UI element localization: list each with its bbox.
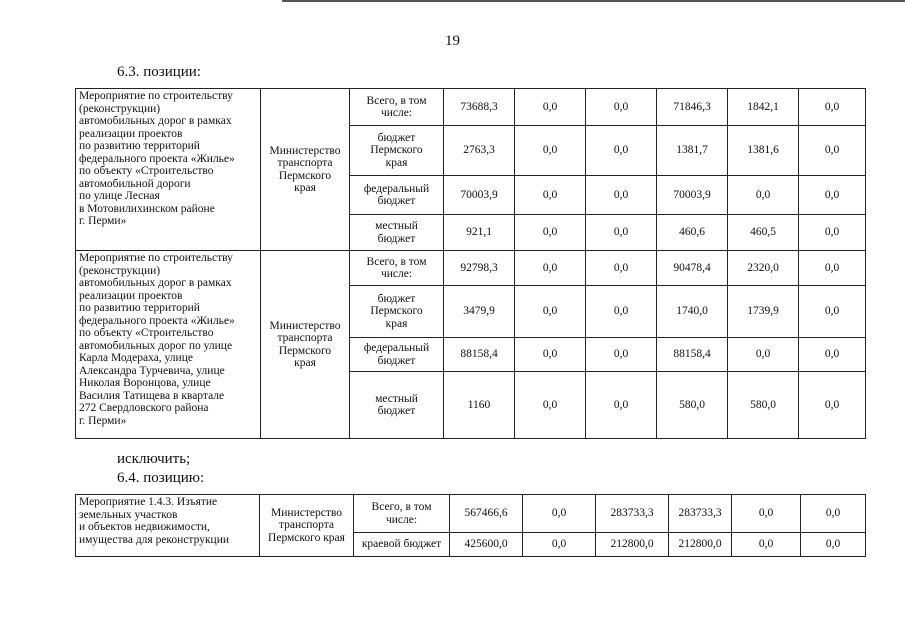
responsible-org-line: Министерство: [269, 144, 341, 157]
funding-source-line: числе:: [380, 107, 413, 119]
measure-name-line: автомобильных дорог по улице: [79, 339, 233, 352]
funding-source-line: бюджет: [377, 405, 416, 417]
responsible-org-line: транспорта: [278, 519, 335, 532]
funding-source-line: федеральный: [363, 342, 430, 354]
value-cell: 0,0: [515, 215, 586, 251]
value-cell: 1160: [444, 372, 515, 439]
funding-source-line: числе:: [380, 268, 413, 280]
measure-name-line: по объекту «Строительство: [79, 327, 214, 339]
value-cell: 0,0: [515, 126, 586, 176]
measure-name-line: по развитию территорий: [79, 140, 200, 152]
value-cell: 0,0: [515, 372, 586, 439]
positions-table-6-3: [75, 88, 866, 439]
value-cell: 0,0: [799, 372, 866, 439]
measure-name-line: Карла Модераха, улице: [79, 352, 193, 364]
responsible-org-line: края: [294, 357, 316, 369]
measure-name-line: по улице Лесная: [79, 190, 160, 202]
measure-name-line: реализации проектов: [79, 127, 183, 140]
measure-name-line: в Мотовилихинском районе: [79, 202, 215, 215]
funding-source-line: бюджет: [377, 292, 416, 305]
funding-source-cell: [350, 372, 444, 439]
table-row: [76, 251, 866, 286]
funding-source-cell: [350, 215, 444, 251]
value-cell: 0,0: [586, 176, 657, 215]
responsible-org-line: Министерство: [269, 319, 341, 332]
value-cell: 0,0: [586, 372, 657, 439]
value-cell: 0,0: [515, 251, 586, 286]
responsible-org-line: Пермского: [278, 169, 332, 182]
value-cell: 0,0: [799, 215, 866, 251]
measure-name-line: автомобильных дорог в рамках: [79, 115, 232, 127]
value-cell: 0,0: [586, 338, 657, 372]
value-cell: 0,0: [586, 215, 657, 251]
funding-source-line: бюджет: [377, 131, 416, 144]
measure-name-line: реализации проектов: [79, 289, 183, 302]
value-cell: 0,0: [799, 338, 866, 372]
measure-name-line: федерального проекта «Жилье»: [79, 314, 235, 327]
exclude-label: исключить;: [117, 451, 191, 467]
funding-source-cell: [350, 89, 444, 126]
funding-source-line: Пермского: [370, 144, 423, 157]
funding-source-cell: [350, 286, 444, 338]
table-row: [76, 495, 866, 533]
measure-name-line: Николая Воронцова, улице: [79, 377, 211, 389]
measure-name-cell: [76, 251, 261, 439]
measure-name-line: (реконструкции): [79, 264, 161, 277]
value-cell: 3479,9: [444, 286, 515, 338]
value-cell: 0,0: [728, 176, 799, 215]
funding-source-line: бюджет: [377, 354, 416, 367]
value-cell: 0,0: [523, 495, 596, 533]
measure-name-line: Мероприятие по строительству: [79, 252, 233, 264]
value-cell: 1740,0: [657, 286, 728, 338]
section-6-4-label: 6.4. позицию:: [117, 470, 205, 486]
value-cell: 0,0: [515, 286, 586, 338]
value-cell: 1381,6: [728, 126, 799, 176]
value-cell: 0,0: [799, 89, 866, 126]
value-cell: 2320,0: [728, 251, 799, 286]
responsible-org-cell: [260, 495, 354, 557]
value-cell: 88158,4: [657, 338, 728, 372]
funding-source-cell: [350, 176, 444, 215]
value-cell: 2763,3: [444, 126, 515, 176]
measure-name-line: Мероприятие 1.4.3. Изъятие: [79, 496, 218, 508]
funding-source-line: края: [385, 317, 408, 330]
responsible-org-cell: [261, 251, 350, 439]
value-cell: 0,0: [515, 338, 586, 372]
value-cell: 0,0: [586, 126, 657, 176]
funding-source-line: Всего, в том: [371, 501, 432, 513]
value-cell: 0,0: [801, 495, 866, 533]
funding-source-line: краевой бюджет: [361, 538, 442, 551]
value-cell: 0,0: [523, 533, 596, 557]
value-cell: 0,0: [728, 338, 799, 372]
measure-name-line: по объекту «Строительство: [79, 165, 214, 177]
measure-name-line: Александра Турчевича, улице: [79, 364, 225, 377]
measure-name-line: имущества для реконструкции: [79, 533, 229, 546]
funding-source-line: Всего, в том: [366, 255, 427, 268]
funding-source-cell: [350, 126, 444, 176]
value-cell: 580,0: [657, 372, 728, 439]
responsible-org-cell: [261, 89, 350, 251]
value-cell: 425600,0: [450, 533, 523, 557]
responsible-org-line: Пермского: [278, 344, 332, 357]
value-cell: 283733,3: [669, 495, 732, 533]
section-6-3-label: 6.3. позиции:: [117, 64, 201, 80]
responsible-org-line: транспорта: [277, 332, 333, 344]
responsible-org-line: Пермского края: [268, 531, 345, 544]
value-cell: 921,1: [444, 215, 515, 251]
measure-name-line: г. Перми»: [79, 414, 127, 427]
page-number: 19: [445, 33, 460, 49]
value-cell: 0,0: [801, 533, 866, 557]
measure-name-line: г. Перми»: [79, 215, 127, 227]
value-cell: 0,0: [515, 89, 586, 126]
measure-name-line: Василия Татищева в квартале: [79, 389, 225, 402]
measure-name-line: Мероприятие по строительству: [79, 90, 233, 102]
funding-source-line: бюджет: [377, 232, 416, 245]
measure-name-line: автомобильной дороги: [79, 177, 191, 190]
value-cell: 0,0: [799, 126, 866, 176]
value-cell: 1381,7: [657, 126, 728, 176]
value-cell: 0,0: [732, 495, 801, 533]
funding-source-line: местный: [375, 392, 418, 405]
funding-source-cell: [350, 338, 444, 372]
funding-source-line: местный: [375, 220, 418, 232]
value-cell: 1739,9: [728, 286, 799, 338]
position-table-6-4: [75, 494, 866, 557]
value-cell: 1842,1: [728, 89, 799, 126]
value-cell: 460,6: [657, 215, 728, 251]
measure-name-line: федерального проекта «Жилье»: [79, 152, 235, 165]
table-row: [76, 89, 866, 126]
value-cell: 0,0: [586, 251, 657, 286]
value-cell: 0,0: [799, 251, 866, 286]
funding-source-line: числе:: [385, 513, 418, 526]
measure-name-line: и объектов недвижимости,: [79, 521, 210, 533]
value-cell: 92798,3: [444, 251, 515, 286]
value-cell: 88158,4: [444, 338, 515, 372]
measure-name-cell: [76, 89, 261, 251]
measure-name-cell: [76, 495, 260, 557]
value-cell: 73688,3: [444, 89, 515, 126]
funding-source-line: Пермского: [370, 305, 423, 318]
funding-source-cell: [350, 251, 444, 286]
measure-name-line: 272 Свердловского района: [79, 402, 209, 414]
funding-source-line: федеральный: [363, 182, 430, 195]
value-cell: 567466,6: [450, 495, 523, 533]
funding-source-line: Всего, в том: [366, 94, 427, 107]
value-cell: 0,0: [799, 286, 866, 338]
value-cell: 0,0: [586, 286, 657, 338]
measure-name-line: по развитию территорий: [79, 302, 200, 314]
value-cell: 0,0: [732, 533, 801, 557]
value-cell: 71846,3: [657, 89, 728, 126]
value-cell: 460,5: [728, 215, 799, 251]
top-rule: [282, 0, 905, 2]
measure-name-line: земельных участков: [79, 508, 178, 521]
funding-source-cell: [354, 495, 450, 533]
responsible-org-line: края: [294, 182, 316, 194]
value-cell: 212800,0: [596, 533, 669, 557]
responsible-org-line: Министерство: [271, 506, 342, 519]
measure-name-line: (реконструкции): [79, 102, 161, 115]
measure-name-line: автомобильных дорог в рамках: [79, 277, 232, 289]
value-cell: 70003,9: [444, 176, 515, 215]
value-cell: 0,0: [799, 176, 866, 215]
value-cell: 283733,3: [596, 495, 669, 533]
value-cell: 0,0: [586, 89, 657, 126]
value-cell: 70003,9: [657, 176, 728, 215]
value-cell: 212800,0: [669, 533, 732, 557]
value-cell: 90478,4: [657, 251, 728, 286]
value-cell: 580,0: [728, 372, 799, 439]
value-cell: 0,0: [515, 176, 586, 215]
responsible-org-line: транспорта: [277, 157, 333, 169]
funding-source-line: края: [385, 156, 408, 169]
funding-source-cell: [354, 533, 450, 557]
funding-source-line: бюджет: [377, 195, 416, 207]
